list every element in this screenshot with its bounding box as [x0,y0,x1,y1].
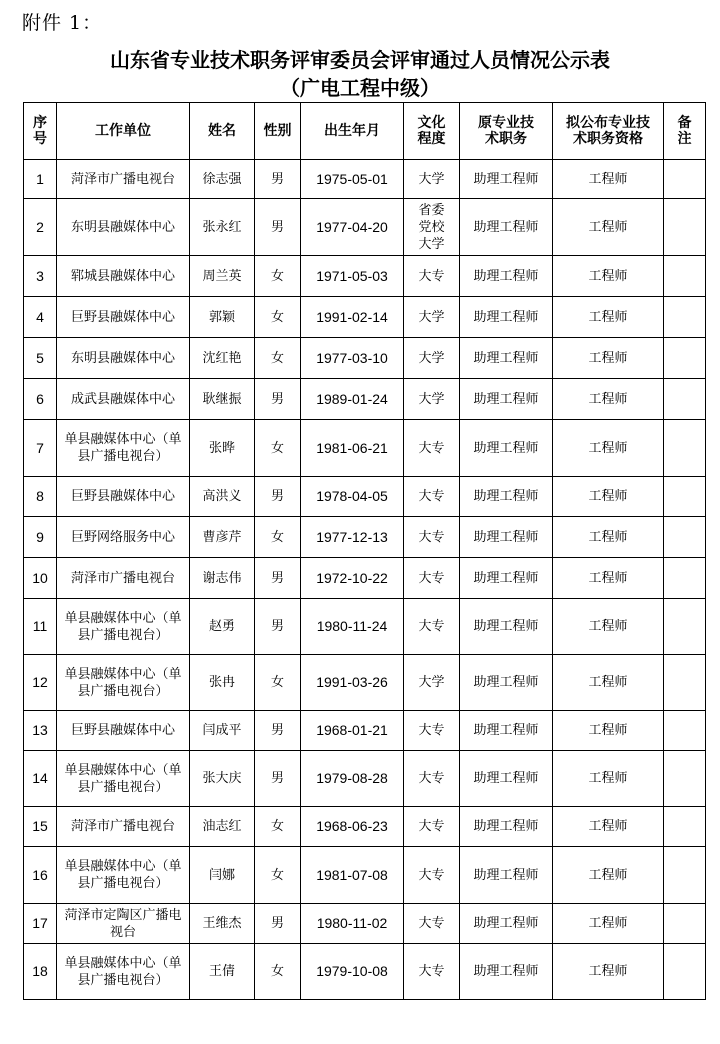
cell-education: 大专 [404,751,460,807]
cell-education: 大学 [404,655,460,711]
cell-gender: 男 [255,199,301,256]
cell-seq: 4 [24,297,57,338]
cell-unit: 单县融媒体中心（单县广播电视台） [57,944,190,1000]
cell-gender: 男 [255,558,301,599]
cell-name: 王倩 [190,944,255,1000]
cell-education: 大学 [404,160,460,199]
table-row [24,711,706,751]
cell-unit: 单县融媒体中心（单县广播电视台） [57,420,190,477]
cell-remark [664,847,706,904]
cell-unit: 单县融媒体中心（单县广播电视台） [57,655,190,711]
cell-name: 高洪义 [190,477,255,517]
table-body [24,160,706,1000]
table-row [24,160,706,199]
cell-birth: 1979-10-08 [301,944,404,1000]
cell-name: 徐志强 [190,160,255,199]
table-row [24,256,706,297]
cell-birth: 1968-06-23 [301,807,404,847]
cell-unit: 巨野网络服务中心 [57,517,190,558]
cell-original-title: 助理工程师 [460,847,553,904]
cell-gender: 女 [255,297,301,338]
cell-unit: 巨野县融媒体中心 [57,477,190,517]
cell-unit: 郓城县融媒体中心 [57,256,190,297]
cell-proposed-title: 工程师 [553,904,664,944]
cell-birth: 1981-07-08 [301,847,404,904]
cell-proposed-title: 工程师 [553,477,664,517]
cell-education: 大专 [404,256,460,297]
cell-seq: 15 [24,807,57,847]
cell-education: 大专 [404,558,460,599]
cell-proposed-title: 工程师 [553,944,664,1000]
cell-remark [664,904,706,944]
cell-unit: 单县融媒体中心（单县广播电视台） [57,599,190,655]
cell-education: 大学 [404,338,460,379]
cell-birth: 1975-05-01 [301,160,404,199]
cell-unit: 菏泽市广播电视台 [57,558,190,599]
cell-seq: 18 [24,944,57,1000]
table-row [24,904,706,944]
cell-education: 大专 [404,517,460,558]
cell-remark [664,160,706,199]
cell-name: 闫成平 [190,711,255,751]
table-row [24,751,706,807]
cell-birth: 1979-08-28 [301,751,404,807]
table-row [24,517,706,558]
cell-education: 大专 [404,807,460,847]
cell-original-title: 助理工程师 [460,338,553,379]
cell-name: 王维杰 [190,904,255,944]
cell-seq: 12 [24,655,57,711]
cell-remark [664,655,706,711]
attachment-label: 附件 1： [22,12,103,34]
cell-education: 大专 [404,711,460,751]
cell-proposed-title: 工程师 [553,256,664,297]
table-row [24,599,706,655]
cell-birth: 1978-04-05 [301,477,404,517]
cell-gender: 女 [255,256,301,297]
cell-proposed-title: 工程师 [553,558,664,599]
cell-remark [664,558,706,599]
cell-gender: 男 [255,160,301,199]
cell-seq: 10 [24,558,57,599]
cell-remark [664,751,706,807]
cell-unit: 单县融媒体中心（单县广播电视台） [57,751,190,807]
cell-name: 赵勇 [190,599,255,655]
personnel-table [23,102,706,1000]
cell-name: 郭颖 [190,297,255,338]
cell-proposed-title: 工程师 [553,711,664,751]
cell-proposed-title: 工程师 [553,338,664,379]
cell-remark [664,807,706,847]
cell-birth: 1989-01-24 [301,379,404,420]
cell-name: 张永红 [190,199,255,256]
header-remark: 备注 [664,103,706,160]
header-unit: 工作单位 [57,103,190,160]
cell-remark [664,599,706,655]
cell-seq: 3 [24,256,57,297]
cell-gender: 男 [255,379,301,420]
cell-original-title: 助理工程师 [460,420,553,477]
cell-original-title: 助理工程师 [460,558,553,599]
cell-unit: 东明县融媒体中心 [57,338,190,379]
table-row [24,297,706,338]
cell-unit: 巨野县融媒体中心 [57,711,190,751]
cell-gender: 女 [255,944,301,1000]
cell-seq: 2 [24,199,57,256]
cell-remark [664,338,706,379]
cell-seq: 16 [24,847,57,904]
cell-proposed-title: 工程师 [553,297,664,338]
cell-seq: 8 [24,477,57,517]
table-row [24,847,706,904]
table-row [24,379,706,420]
cell-proposed-title: 工程师 [553,751,664,807]
cell-name: 周兰英 [190,256,255,297]
header-birth: 出生年月 [301,103,404,160]
cell-proposed-title: 工程师 [553,655,664,711]
cell-unit: 菏泽市广播电视台 [57,160,190,199]
cell-name: 沈红艳 [190,338,255,379]
cell-birth: 1980-11-24 [301,599,404,655]
cell-education: 省委党校大学 [404,199,460,256]
header-proposed-title: 拟公布专业技术职务资格 [553,103,664,160]
table-row [24,477,706,517]
cell-birth: 1977-04-20 [301,199,404,256]
cell-name: 张晔 [190,420,255,477]
cell-birth: 1991-02-14 [301,297,404,338]
cell-original-title: 助理工程师 [460,199,553,256]
cell-birth: 1981-06-21 [301,420,404,477]
cell-remark [664,477,706,517]
cell-name: 耿继振 [190,379,255,420]
cell-birth: 1977-03-10 [301,338,404,379]
cell-gender: 女 [255,847,301,904]
table-row [24,807,706,847]
cell-original-title: 助理工程师 [460,807,553,847]
cell-original-title: 助理工程师 [460,751,553,807]
cell-gender: 女 [255,338,301,379]
cell-seq: 9 [24,517,57,558]
cell-original-title: 助理工程师 [460,256,553,297]
cell-education: 大专 [404,847,460,904]
cell-proposed-title: 工程师 [553,379,664,420]
table-row [24,655,706,711]
cell-seq: 5 [24,338,57,379]
cell-name: 张冉 [190,655,255,711]
document-subtitle: （广电工程中级） [280,76,440,100]
cell-birth: 1972-10-22 [301,558,404,599]
cell-education: 大专 [404,420,460,477]
cell-original-title: 助理工程师 [460,477,553,517]
cell-remark [664,297,706,338]
cell-birth: 1968-01-21 [301,711,404,751]
cell-original-title: 助理工程师 [460,160,553,199]
cell-unit: 菏泽市广播电视台 [57,807,190,847]
cell-gender: 男 [255,751,301,807]
cell-name: 张大庆 [190,751,255,807]
cell-gender: 男 [255,477,301,517]
cell-original-title: 助理工程师 [460,904,553,944]
cell-birth: 1971-05-03 [301,256,404,297]
table-row [24,338,706,379]
cell-unit: 东明县融媒体中心 [57,199,190,256]
cell-original-title: 助理工程师 [460,711,553,751]
cell-original-title: 助理工程师 [460,944,553,1000]
cell-remark [664,199,706,256]
cell-remark [664,711,706,751]
cell-proposed-title: 工程师 [553,807,664,847]
cell-birth: 1977-12-13 [301,517,404,558]
cell-remark [664,944,706,1000]
table-row [24,420,706,477]
cell-birth: 1980-11-02 [301,904,404,944]
header-name: 姓名 [190,103,255,160]
header-education: 文化程度 [404,103,460,160]
cell-original-title: 助理工程师 [460,297,553,338]
cell-name: 油志红 [190,807,255,847]
cell-seq: 13 [24,711,57,751]
header-seq: 序号 [24,103,57,160]
document-title: 山东省专业技术职务评审委员会评审通过人员情况公示表 [110,48,610,72]
cell-original-title: 助理工程师 [460,517,553,558]
cell-proposed-title: 工程师 [553,160,664,199]
cell-unit: 单县融媒体中心（单县广播电视台） [57,847,190,904]
cell-original-title: 助理工程师 [460,655,553,711]
cell-proposed-title: 工程师 [553,517,664,558]
cell-original-title: 助理工程师 [460,599,553,655]
cell-name: 曹彦芹 [190,517,255,558]
cell-remark [664,517,706,558]
cell-education: 大学 [404,297,460,338]
cell-seq: 6 [24,379,57,420]
header-original-title: 原专业技术职务 [460,103,553,160]
cell-unit: 成武县融媒体中心 [57,379,190,420]
cell-gender: 女 [255,655,301,711]
cell-gender: 男 [255,711,301,751]
cell-education: 大学 [404,379,460,420]
cell-gender: 女 [255,807,301,847]
cell-proposed-title: 工程师 [553,420,664,477]
header-gender: 性别 [255,103,301,160]
cell-unit: 巨野县融媒体中心 [57,297,190,338]
cell-gender: 男 [255,904,301,944]
cell-original-title: 助理工程师 [460,379,553,420]
cell-name: 闫娜 [190,847,255,904]
cell-seq: 11 [24,599,57,655]
cell-education: 大专 [404,477,460,517]
cell-name: 谢志伟 [190,558,255,599]
cell-remark [664,256,706,297]
cell-seq: 1 [24,160,57,199]
table-row [24,558,706,599]
cell-gender: 女 [255,517,301,558]
table-row [24,944,706,1000]
cell-seq: 14 [24,751,57,807]
cell-proposed-title: 工程师 [553,847,664,904]
cell-seq: 7 [24,420,57,477]
table-row [24,199,706,256]
cell-gender: 女 [255,420,301,477]
cell-seq: 17 [24,904,57,944]
cell-gender: 男 [255,599,301,655]
cell-proposed-title: 工程师 [553,599,664,655]
cell-unit: 菏泽市定陶区广播电视台 [57,904,190,944]
table-header-row [24,103,706,160]
cell-remark [664,379,706,420]
cell-education: 大专 [404,944,460,1000]
cell-education: 大专 [404,599,460,655]
cell-proposed-title: 工程师 [553,199,664,256]
cell-remark [664,420,706,477]
cell-birth: 1991-03-26 [301,655,404,711]
cell-education: 大专 [404,904,460,944]
